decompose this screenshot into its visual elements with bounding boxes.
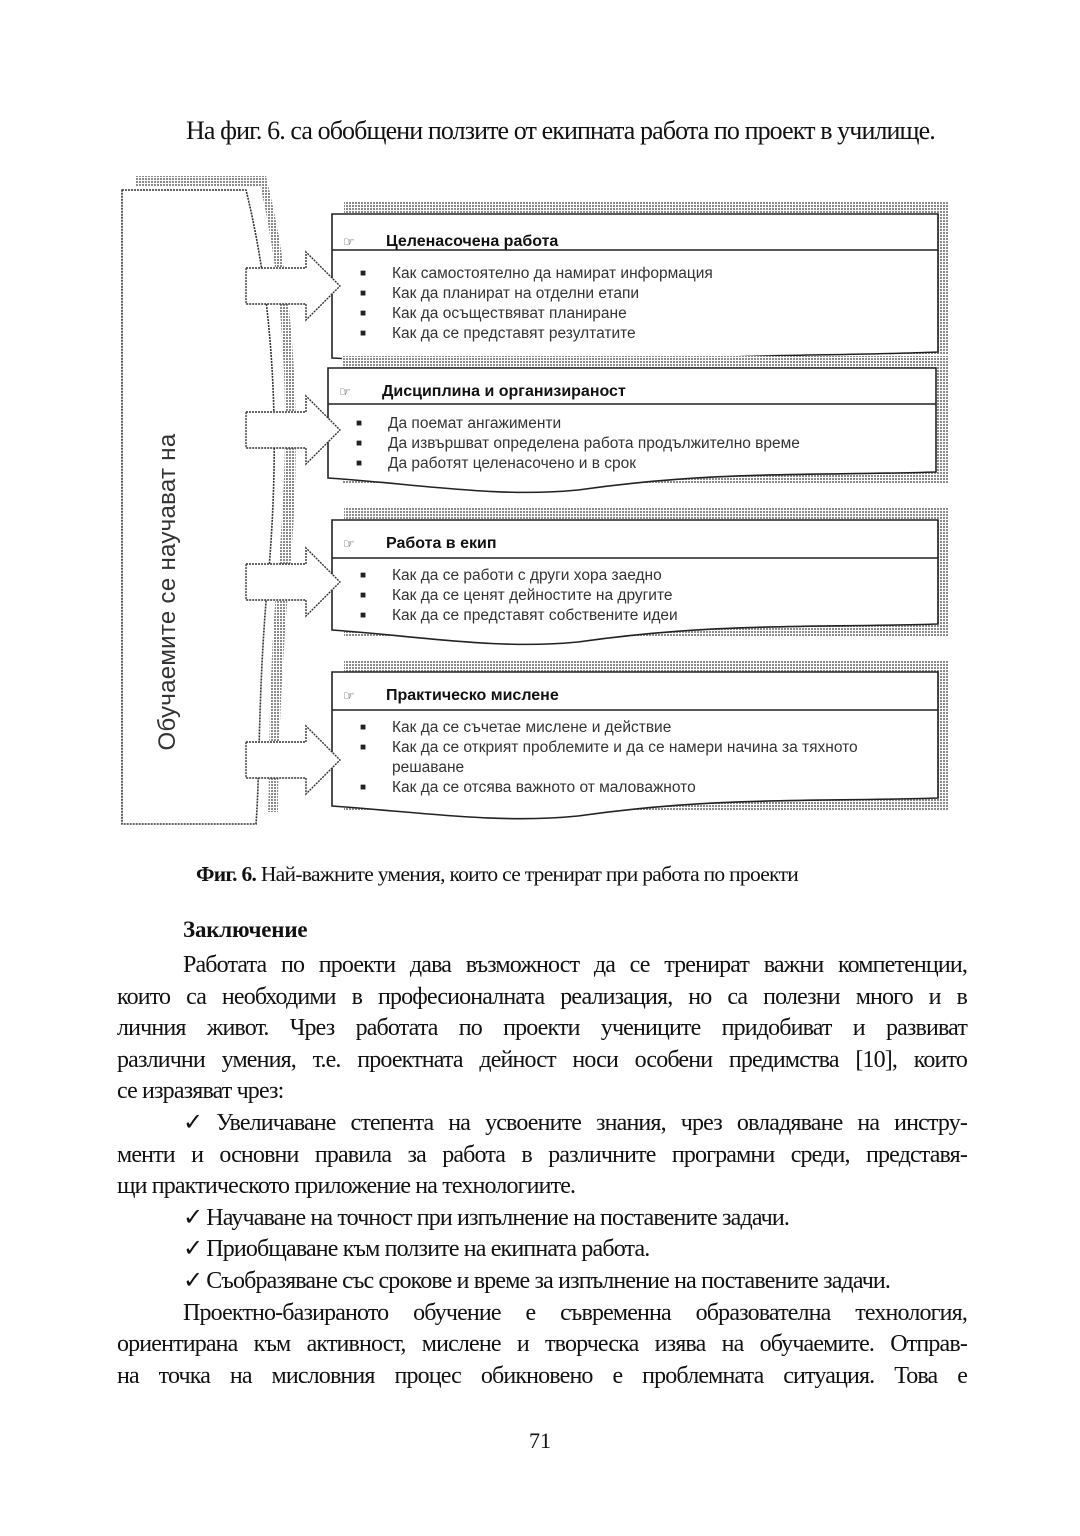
- square-bullet-icon: ■: [359, 590, 366, 601]
- bullet-line: менти и основни правила за работа в различните програмни среди, представя-: [117, 1141, 967, 1168]
- checkmark-icon: ✓: [183, 1267, 203, 1294]
- list-item: ■ Как самостоятелно да намират информация: [332, 264, 946, 284]
- list-item: ■ Как да планират на отделни етапи: [332, 284, 946, 304]
- square-bullet-icon: ■: [359, 328, 366, 339]
- paragraph-line: личния живот. Чрез работата по проекти учениците придобиват и развиват: [117, 1015, 967, 1042]
- list-item: ■ Как да се представят резултатите: [332, 324, 946, 344]
- card-header: [332, 526, 946, 562]
- skill-card: [332, 526, 946, 636]
- list-item: ■ Как да се съчетае мислене и действие: [332, 718, 946, 738]
- side-label-text: Обучаемите се научават на: [154, 433, 181, 751]
- figure-caption: [196, 862, 798, 887]
- bullet-line: ✓ Научаване на точност при изпълнение на поставените задачи.: [183, 1204, 790, 1231]
- paragraph-line: Проектно-базираното обучение е съвременна образователна технология,: [183, 1299, 967, 1326]
- square-bullet-icon: ■: [359, 308, 366, 319]
- side-panel-top-shadow: [136, 176, 264, 186]
- checkmark-icon: ✓: [183, 1109, 213, 1136]
- list-item: ■ Да извършват определена работа продължително време: [328, 434, 942, 454]
- card-title: Целенасочена работа: [386, 233, 559, 250]
- list-item: ■ Да работят целенасочено и в срок: [328, 454, 942, 474]
- list-item: ■ Как да се ценят дейностите на другите: [332, 586, 946, 606]
- square-bullet-icon: ■: [359, 782, 366, 793]
- pointing-hand-icon: ☞: [343, 688, 355, 703]
- list-item: ■ Как да се отсява важното от маловажното: [332, 778, 946, 798]
- bullet-line: ✓ Съобразяване със срокове и време за изпълнение на поставените задачи.: [183, 1267, 891, 1294]
- square-bullet-icon: ■: [359, 742, 366, 753]
- bullet-line: ✓ Увеличаване степента на усвоените знания, чрез овладяване на инстру-: [183, 1109, 967, 1136]
- card-title: Работа в екип: [386, 535, 497, 552]
- card-items: [332, 264, 946, 344]
- figure-caption-label: Фиг. 6.: [196, 862, 257, 886]
- square-bullet-icon: ■: [359, 268, 366, 279]
- pointing-hand-icon: ☞: [343, 536, 355, 551]
- list-item: ■ Как да осъществяват планиране: [332, 304, 946, 324]
- card-items: [332, 718, 946, 798]
- paragraph-line: ориентирана към активност, мислене и творческа изява на обучаемите. Отправ-: [117, 1331, 967, 1358]
- card-title: Практическо мислене: [386, 687, 559, 704]
- square-bullet-icon: ■: [359, 288, 366, 299]
- square-bullet-icon: ■: [359, 570, 366, 581]
- card-items: [328, 414, 942, 474]
- page-number: 71: [529, 1428, 551, 1453]
- skill-card: [332, 678, 946, 808]
- card-items: [332, 566, 946, 626]
- checkmark-icon: ✓: [183, 1236, 203, 1263]
- intro-sentence: На фиг. 6. са обобщени ползите от екипната работа по проект в училище.: [186, 116, 935, 145]
- card-header: [332, 224, 946, 260]
- square-bullet-icon: ■: [359, 722, 366, 733]
- body-text: [117, 950, 967, 1392]
- paragraph-line: се изразяват чрез:: [117, 1078, 284, 1105]
- square-bullet-icon: ■: [355, 458, 362, 469]
- list-item: ■ Как да се представят собствените идеи: [332, 606, 946, 626]
- square-bullet-icon: ■: [355, 418, 362, 429]
- card-title: Дисциплина и организираност: [382, 383, 626, 400]
- skill-card: [332, 224, 946, 364]
- pointing-hand-icon: ☞: [343, 234, 355, 249]
- card-header: [328, 374, 942, 410]
- paragraph-line: Работата по проекти дава възможност да се тренират важни компетенции,: [183, 952, 967, 978]
- bullet-line: ✓ Приобщаване към ползите на екипната работа.: [183, 1236, 650, 1263]
- square-bullet-icon: ■: [359, 610, 366, 621]
- list-item: ■ Как да се работи с други хора заедно: [332, 566, 946, 586]
- paragraph-line: различни умения, т.е. проектната дейност носи особени предимства [10], които: [117, 1046, 967, 1073]
- figure-6-diagram: [118, 172, 948, 832]
- figure-caption-text: Най-важните умения, които се тренират при работа по проекти: [256, 862, 799, 886]
- pointing-hand-icon: ☞: [339, 384, 351, 399]
- skill-card: [328, 374, 942, 484]
- list-item: ■ Да поемат ангажименти: [328, 414, 942, 434]
- square-bullet-icon: ■: [355, 438, 362, 449]
- checkmark-icon: ✓: [183, 1204, 203, 1231]
- paragraph-line: на точка на мисловния процес обикновено е проблемната ситуация. Това е: [117, 1362, 967, 1389]
- paragraph-line: които са необходими в професионалната реализация, но са полезни много и в: [117, 983, 967, 1010]
- list-item: ■ Как да се открият проблемите и да се намери начина за тяхното решаване: [332, 738, 946, 778]
- side-label: [128, 322, 208, 862]
- section-heading: Заключение: [183, 917, 308, 942]
- bullet-line: щи практическото приложение на технологиите.: [117, 1173, 576, 1200]
- card-header: [332, 678, 946, 714]
